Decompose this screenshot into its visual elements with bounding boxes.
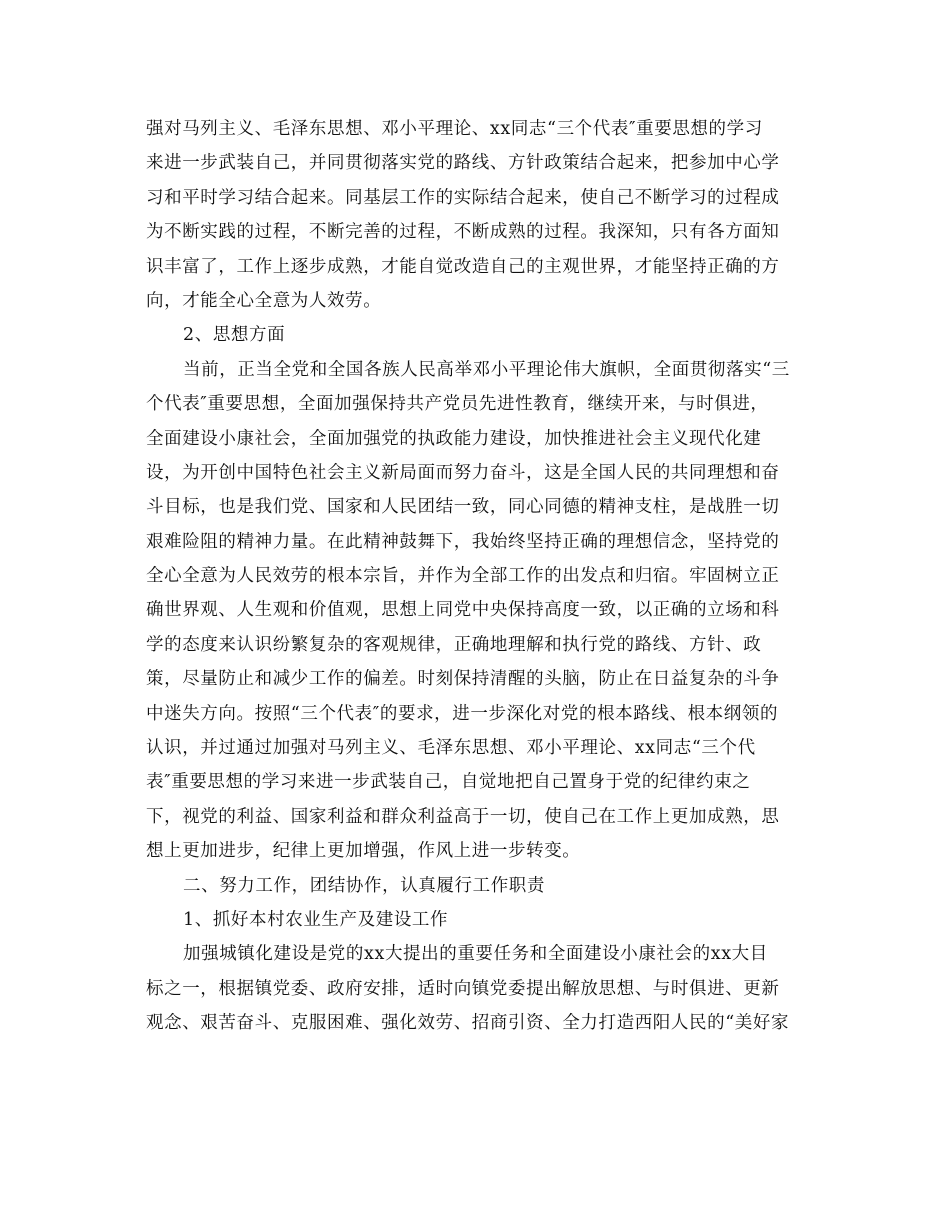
text-line: 全面建设小康社会，全面加强党的执政能力建设，加快推进社会主义现代化建 xyxy=(146,428,762,449)
text-line: 斗目标，也是我们党、国家和人民团结一致，同心同德的精神支柱，是战胜一切 xyxy=(146,497,780,518)
text-line: 策，尽量防止和减少工作的偏差。时刻保持清醒的头脑，防止在日益复杂的斗争 xyxy=(146,669,780,690)
text-line: 个代表″重要思想，全面加强保持共产党员先进性教育，继续开来，与时俱进， xyxy=(146,394,769,415)
text-line: 识丰富了，工作上逐步成熟，才能自觉改造自己的主观世界，才能坚持正确的方 xyxy=(146,256,780,277)
text-line: 向，才能全心全意为人效劳。 xyxy=(146,290,382,311)
text-line: 观念、艰苦奋斗、克服困难、强化效劳、招商引资、全力打造西阳人民的“美好家 xyxy=(146,1013,790,1034)
text-line: 为不断实践的过程，不断完善的过程，不断成熟的过程。我深知，只有各方面知 xyxy=(146,222,780,243)
text-line: 确世界观、人生观和价值观，思想上同党中央保持高度一致，以正确的立场和科 xyxy=(146,600,780,621)
text-line: 认识，并过通过加强对马列主义、毛泽东思想、邓小平理论、xx同志“三个代 xyxy=(146,738,756,759)
text-line: 下，视党的利益、国家利益和群众利益高于一切，使自己在工作上更加成熟，思 xyxy=(146,806,780,827)
text-line: 艰难险阻的精神力量。在此精神鼓舞下，我始终坚持正确的理想信念，坚持党的 xyxy=(146,531,780,552)
subsection-heading: 1、抓好本村农业生产及建设工作 xyxy=(183,909,449,930)
text-line: 设，为开创中国特色社会主义新局面而努力奋斗，这是全国人民的共同理想和奋 xyxy=(146,462,780,483)
text-line: 表″重要思想的学习来进一步武装自己，自觉地把自己置身于党的纪律约束之 xyxy=(146,772,751,793)
text-line: 中迷失方向。按照“三个代表″的要求，进一步深化对党的根本路线、根本纲领的 xyxy=(146,703,779,724)
document-body xyxy=(146,112,810,1041)
text-line: 习和平时学习结合起来。同基层工作的实际结合起来，使自己不断学习的过程成 xyxy=(146,187,780,208)
text-line: 学的态度来认识纷繁复杂的客观规律，正确地理解和执行党的路线、方针、政 xyxy=(146,634,762,655)
text-line: 全心全意为人民效劳的根本宗旨，并作为全部工作的出发点和归宿。牢固树立正 xyxy=(146,566,780,587)
paragraph-first-line: 加强城镇化建设是党的xx大提出的重要任务和全面建设小康社会的xx大目 xyxy=(183,944,768,965)
section-heading: 2、思想方面 xyxy=(183,325,286,346)
text-line: 来进一步武装自己，并同贯彻落实党的路线、方针政策结合起来，把参加中心学 xyxy=(146,153,780,174)
text-line: 想上更加进步，纪律上更加增强，作风上进一步转变。 xyxy=(146,841,581,862)
text-line: 标之一，根据镇党委、政府安排，适时向镇党委提出解放思想、与时俱进、更新 xyxy=(146,978,780,999)
paragraph-first-line: 当前，正当全党和全国各族人民高举邓小平理论伟大旗帜，全面贯彻落实“三 xyxy=(183,359,790,380)
text-line: 强对马列主义、毛泽东思想、邓小平理论、xx同志“三个代表″重要思想的学习 xyxy=(146,119,763,139)
section-heading: 二、努力工作，团结协作，认真履行工作职责 xyxy=(183,875,545,896)
